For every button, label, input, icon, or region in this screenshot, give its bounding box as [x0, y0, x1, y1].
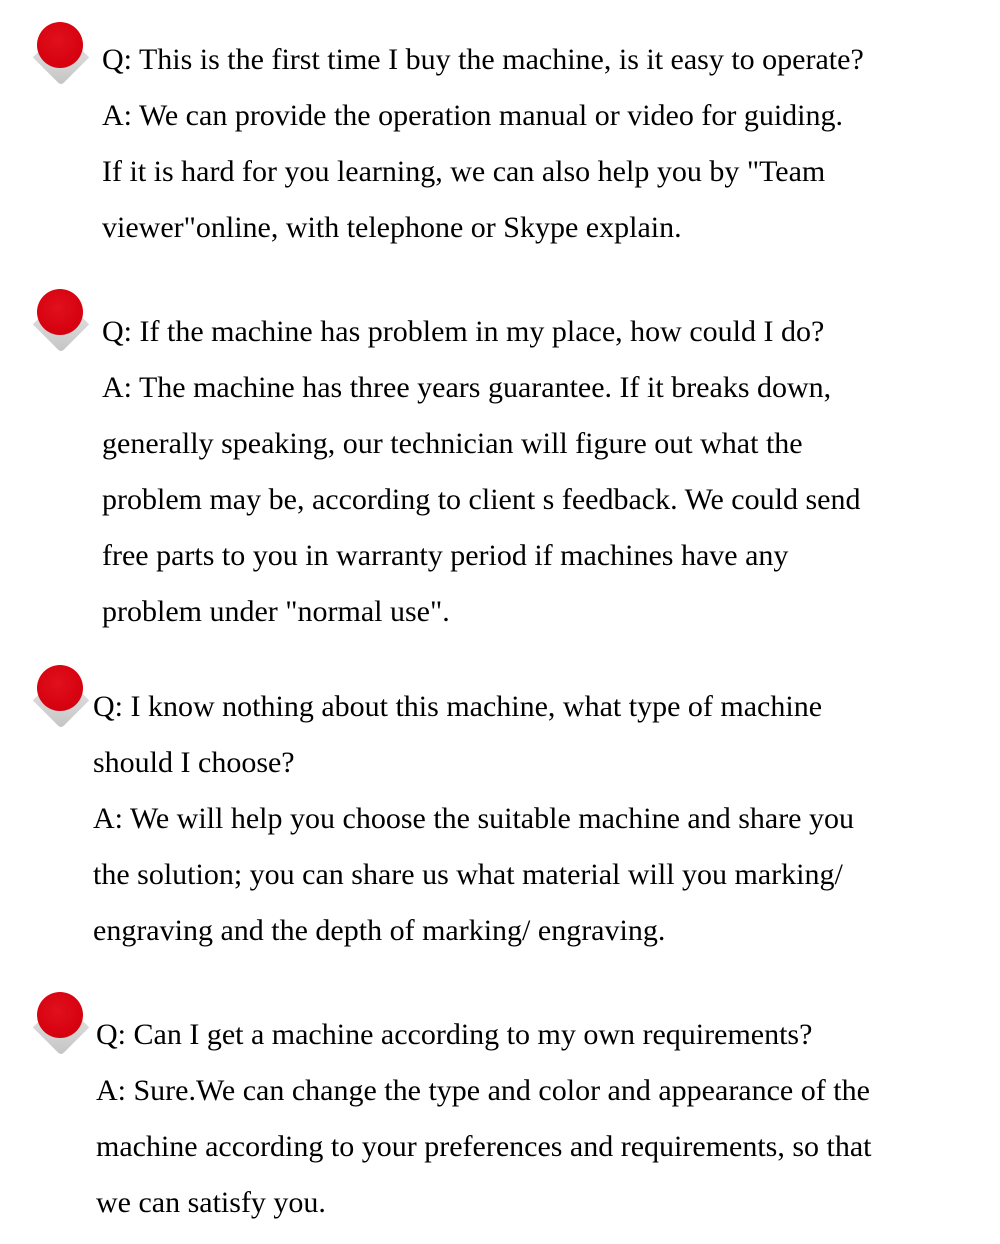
faq-text [93, 679, 854, 959]
answer-line: we can satisfy you. [96, 1186, 326, 1219]
question-line: Q: If the machine has problem in my place, how could I do? [102, 315, 825, 348]
answer-line: the solution; you can share us what material will you marking/ [93, 858, 843, 891]
faq-text [96, 1007, 872, 1231]
bullet-dot [37, 665, 83, 711]
answer-line: A: We can provide the operation manual or video for guiding. [102, 99, 843, 132]
answer-line: If it is hard for you learning, we can also help you by "Team [102, 155, 826, 188]
red-dot-bullet-icon [37, 289, 85, 337]
answer-line: A: We will help you choose the suitable machine and share you [93, 802, 855, 835]
answer-line: A: The machine has three years guarantee. If it breaks down, [102, 371, 832, 404]
faq-text [102, 32, 864, 256]
question-line: Q: This is the first time I buy the machine, is it easy to operate? [102, 43, 864, 76]
bullet-dot [37, 992, 83, 1038]
red-dot-bullet-icon [37, 22, 85, 70]
red-dot-bullet-icon [37, 665, 85, 713]
faq-text [102, 304, 860, 640]
question-line: Q: Can I get a machine according to my own requirements? [96, 1018, 813, 1051]
bullet-dot [37, 289, 83, 335]
answer-line: problem may be, according to client s feedback. We could send [102, 483, 861, 516]
bullet-dot [37, 22, 83, 68]
question-line: Q: I know nothing about this machine, what type of machine [93, 690, 823, 723]
question-line: should I choose? [93, 746, 295, 779]
answer-line: problem under "normal use". [102, 595, 450, 628]
answer-line: engraving and the depth of marking/ engraving. [93, 914, 666, 947]
answer-line: viewer"online, with telephone or Skype explain. [102, 211, 682, 244]
answer-line: generally speaking, our technician will figure out what the [102, 427, 803, 460]
red-dot-bullet-icon [37, 992, 85, 1040]
answer-line: A: Sure.We can change the type and color and appearance of the [96, 1074, 870, 1107]
answer-line: machine according to your preferences and requirements, so that [96, 1130, 872, 1163]
answer-line: free parts to you in warranty period if machines have any [102, 539, 789, 572]
